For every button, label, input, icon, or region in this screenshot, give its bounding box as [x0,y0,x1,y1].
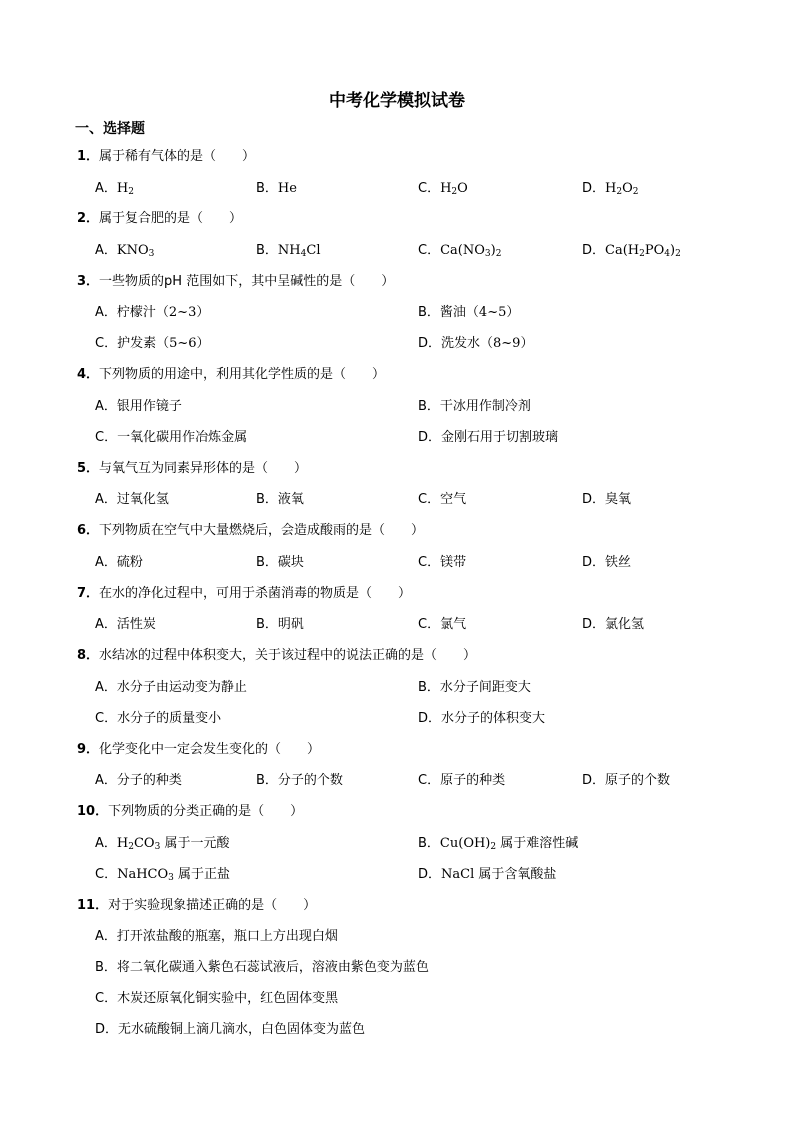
option-label: D． [582,181,606,196]
option-text: 液氧 [277,492,304,507]
option-label: B． [418,680,440,695]
option-A[interactable] [95,177,134,196]
question-number: 6． [77,523,100,538]
question-text: 属于稀有气体的是（ ） [99,149,256,164]
option-text: 柠檬汁（2~3） [116,305,210,320]
option-subscript: 2 [128,842,134,852]
option-D[interactable] [418,863,556,882]
option-text: 无水硫酸铜上滴几滴水，白色固体变为蓝色 [118,1022,366,1037]
option-subscript: 3 [148,249,155,259]
question-stem [77,363,385,382]
option-D[interactable] [95,1018,365,1037]
option-label: A． [95,617,117,632]
question-stem [77,207,242,226]
option-C[interactable] [95,707,221,726]
option-text: 将二氧化碳通入紫色石蕊试液后，溶液由紫色变为蓝色 [116,960,429,975]
question-number: 1． [77,149,100,164]
option-text: 洗发水（8~9） [441,336,534,351]
option-label: B． [418,399,440,414]
question-stem [77,457,307,476]
option-text: Cl [306,243,321,258]
option-label: D． [95,1022,119,1037]
question-text: 与氧气互为同素异形体的是（ ） [99,461,308,476]
option-subscript: 3 [168,873,174,883]
option-text: PO [644,243,665,258]
option-text: 氯化氢 [605,617,645,632]
option-text: 干冰用作制冷剂 [439,399,531,414]
option-label: C． [95,991,118,1006]
option-subscript: 2 [451,187,458,197]
option-A[interactable] [95,925,338,944]
option-label: D． [418,867,442,882]
option-B[interactable] [418,301,519,320]
option-C[interactable] [418,488,466,507]
option-text: 空气 [440,492,467,507]
option-B[interactable] [256,769,343,788]
question-text: 对于实验现象描述正确的是（ ） [108,898,317,913]
option-subscript: 3 [154,842,161,852]
option-label: C． [418,243,441,258]
question-number: 8． [77,648,100,663]
option-label: B． [95,960,117,975]
question-stem [77,894,316,913]
question-stem [77,519,424,538]
option-label: B． [256,617,278,632]
option-label: B． [256,492,278,507]
option-text: 臭氧 [605,492,632,507]
option-text: 水分子的质量变小 [117,711,222,726]
question-number: 4． [77,367,100,382]
option-B[interactable] [418,832,578,851]
option-D[interactable] [418,332,533,351]
option-text: He [277,181,297,196]
option-text: 木炭还原氧化铜实验中，红色固体变黑 [117,991,339,1006]
option-B[interactable] [256,613,304,632]
option-subscript: 2 [490,842,497,852]
option-text: 水分子由运动变为静止 [116,680,247,695]
option-text: 金刚石用于切割玻璃 [441,430,559,445]
section-heading: 一、选择题 [75,121,145,137]
option-text: 酱油（4~5） [439,305,520,320]
option-text: CO [133,836,155,851]
option-D[interactable] [582,488,631,507]
option-label: D． [582,773,606,788]
option-text: 活性炭 [116,617,156,632]
option-text: KNO [116,243,149,258]
option-label: D． [418,430,442,445]
option-A[interactable] [95,676,247,695]
option-text: 原子的个数 [605,773,671,788]
option-label: D． [418,711,442,726]
question-text: 水结冰的过程中体积变大，关于该过程中的说法正确的是（ ） [99,648,477,663]
question-number: 11． [77,898,109,913]
question-number: 3． [77,274,100,289]
option-label: A． [95,555,117,570]
option-label: A． [95,243,117,258]
option-D[interactable] [582,239,681,258]
option-text: NaCl 属于含氧酸盐 [441,867,557,882]
question-stem [77,738,320,757]
question-text: 属于复合肥的是（ ） [99,211,243,226]
option-label: C． [418,773,441,788]
option-text: 打开浓盐酸的瓶塞，瓶口上方出现白烟 [116,929,338,944]
option-text: 属于一元酸 [160,836,230,851]
option-label: A． [95,680,117,695]
question-number: 2． [77,211,100,226]
option-D[interactable] [582,551,631,570]
option-A[interactable] [95,488,169,507]
question-stem [77,644,476,663]
option-B[interactable] [418,395,531,414]
option-text: 碳块 [277,555,304,570]
option-text: H [605,181,617,196]
option-B[interactable] [256,177,297,196]
question-number: 9． [77,742,100,757]
option-label: A． [95,773,117,788]
option-C[interactable] [95,426,247,445]
option-text: 水分子的体积变大 [441,711,546,726]
option-A[interactable] [95,239,154,258]
option-text: O [622,181,633,196]
option-B[interactable] [418,676,531,695]
option-A[interactable] [95,395,182,414]
option-label: C． [418,181,441,196]
option-D[interactable] [582,177,639,196]
option-text: Ca(H [605,243,640,258]
option-label: A． [95,181,117,196]
option-B[interactable] [256,488,304,507]
question-stem [77,582,411,601]
option-label: B． [256,555,278,570]
option-B[interactable] [95,956,429,975]
option-text: Cu(OH) [439,836,491,851]
question-text: 一些物质的pH 范围如下，其中呈碱性的是（ ） [99,274,395,289]
option-label: B． [418,836,440,851]
option-label: C． [95,867,118,882]
question-text: 下列物质在空气中大量燃烧后，会造成酸雨的是（ ） [99,523,425,538]
option-subscript: 4 [300,249,307,259]
option-label: C． [95,711,118,726]
question-number: 10． [77,804,109,819]
option-subscript: 2 [128,187,134,197]
option-subscript: 4 [664,249,670,259]
option-text: 原子的种类 [440,773,506,788]
page-title: 中考化学模拟试卷 [329,91,465,111]
option-text: 一氧化碳用作冶炼金属 [117,430,248,445]
option-label: B． [418,305,440,320]
option-label: D． [582,617,606,632]
option-C[interactable] [418,177,468,196]
option-D[interactable] [418,426,558,445]
option-subscript: 2 [616,187,623,197]
option-C[interactable] [418,613,466,632]
option-label: C． [95,336,118,351]
option-text: 银用作镜子 [116,399,182,414]
option-label: C． [418,492,441,507]
question-number: 5． [77,461,100,476]
question-stem [77,800,303,819]
option-text: ) [490,243,496,258]
option-label: C． [418,555,441,570]
question-number: 7． [77,586,100,601]
option-C[interactable] [418,551,466,570]
option-text: H [116,181,129,196]
option-text: NaHCO [117,867,169,882]
option-D[interactable] [582,613,644,632]
option-text: H [440,181,452,196]
option-label: C． [95,430,118,445]
option-label: A． [95,399,117,414]
option-label: D． [582,243,606,258]
option-C[interactable] [418,769,505,788]
option-A[interactable] [95,613,156,632]
option-D[interactable] [582,769,670,788]
option-text: Ca(NO [440,243,485,258]
option-label: D． [582,492,606,507]
option-text: 水分子间距变大 [439,680,531,695]
option-text: 氯气 [440,617,467,632]
option-label: D． [418,336,442,351]
option-text: 镁带 [440,555,467,570]
option-subscript: 2 [639,249,645,259]
option-text: 护发素（5~6） [117,336,210,351]
option-text: 属于正盐 [173,867,231,882]
option-text: 铁丝 [605,555,632,570]
option-text: ) [670,243,676,258]
option-C[interactable] [418,239,501,258]
option-text: H [116,836,129,851]
question-stem [77,270,394,289]
option-C[interactable] [95,987,338,1006]
option-label: B． [256,773,278,788]
option-text: 分子的个数 [277,773,343,788]
option-A[interactable] [95,769,182,788]
option-text: NH [277,243,301,258]
option-text: 明矾 [277,617,304,632]
question-stem [77,145,255,164]
option-A[interactable] [95,301,209,320]
option-label: A． [95,929,117,944]
option-subscript: 2 [495,249,502,259]
option-C[interactable] [95,332,210,351]
option-B[interactable] [256,239,320,258]
option-label: A． [95,305,117,320]
option-label: A． [95,836,117,851]
option-subscript: 2 [632,187,639,197]
option-label: D． [582,555,606,570]
option-label: C． [418,617,441,632]
option-label: A． [95,492,117,507]
question-text: 下列物质的用途中，利用其化学性质的是（ ） [99,367,386,382]
option-text: O [457,181,468,196]
option-A[interactable] [95,832,229,851]
option-text: 属于难溶性碱 [496,836,579,851]
option-label: B． [256,243,278,258]
option-C[interactable] [95,863,230,882]
option-text: 硫粉 [116,555,143,570]
option-D[interactable] [418,707,545,726]
option-subscript: 3 [484,249,491,259]
question-text: 化学变化中一定会发生变化的（ ） [99,742,321,757]
option-text: 分子的种类 [116,773,182,788]
question-text: 在水的净化过程中，可用于杀菌消毒的物质是（ ） [99,586,412,601]
option-A[interactable] [95,551,143,570]
option-text: 过氧化氢 [116,492,169,507]
option-label: B． [256,181,278,196]
option-subscript: 2 [675,249,681,259]
question-text: 下列物质的分类正确的是（ ） [108,804,304,819]
option-B[interactable] [256,551,304,570]
